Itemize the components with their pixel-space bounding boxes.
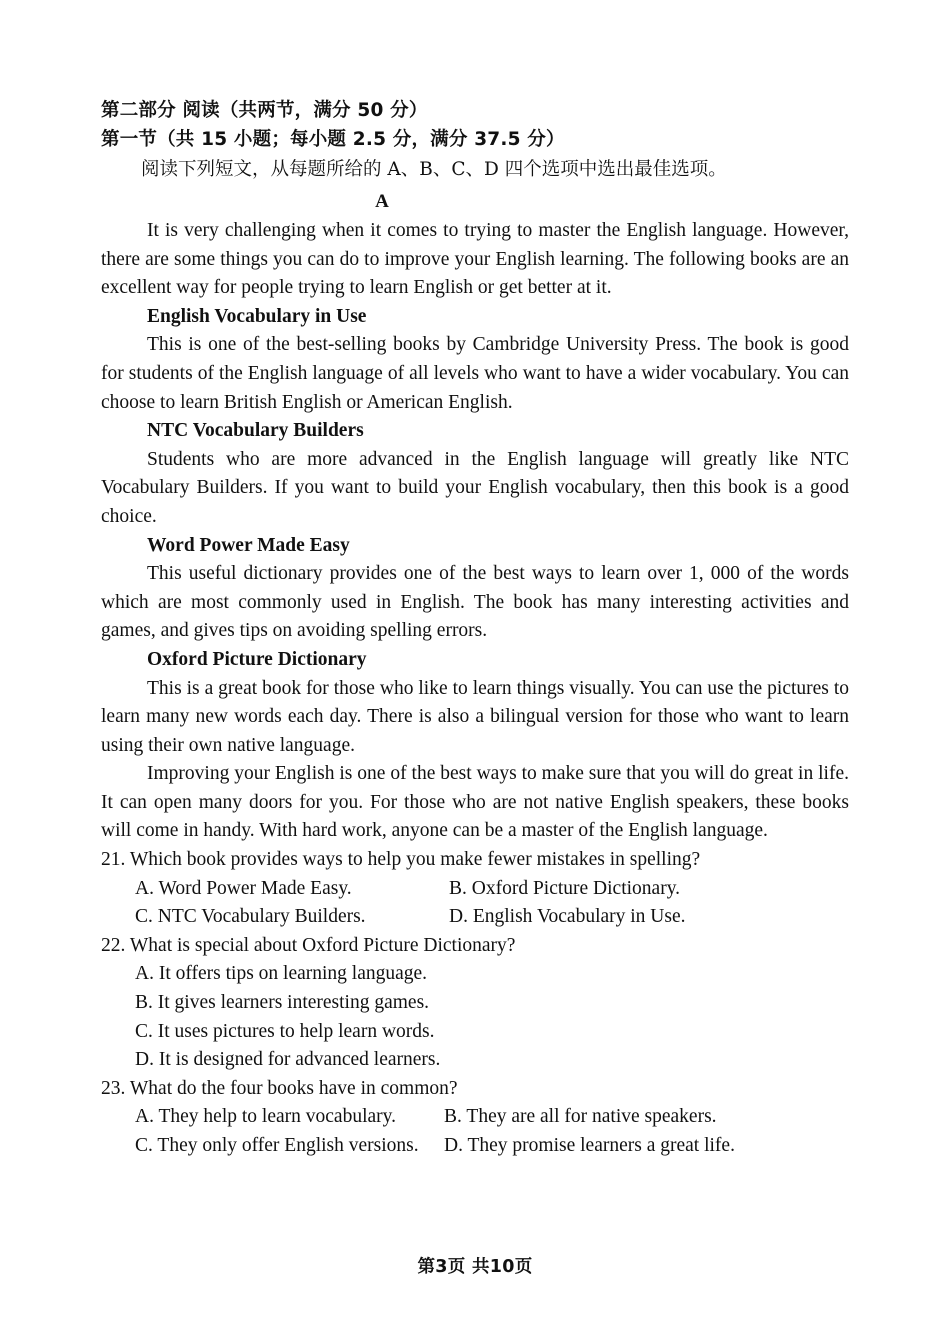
question-23-options-row-2 [101,1132,849,1161]
question-21-option-c[interactable]: C. NTC Vocabulary Builders. [135,906,366,928]
question-23-option-a[interactable]: A. They help to learn vocabulary. [135,1106,396,1128]
question-23-option-c[interactable]: C. They only offer English versions. [135,1135,419,1156]
section-heading: 第一节（共 15 小题；每小题 2.5 分，满分 37.5 分） [101,129,565,150]
book-title-4: Oxford Picture Dictionary [147,648,367,670]
question-21-option-b[interactable]: B. Oxford Picture Dictionary. [449,877,681,899]
page-footer [0,1253,950,1278]
page-number-marker: 第3页 共10页 [417,1257,533,1277]
book-title-3: Word Power Made Easy [147,534,350,556]
part-heading: 第二部分 阅读（共两节，满分 50 分） [101,100,428,121]
question-22-stem: 22. What is special about Oxford Picture Dictionary? [101,934,516,956]
page-content [101,96,849,1161]
question-21-options-row-1 [101,875,849,904]
book-title-1: English Vocabulary in Use [147,305,367,327]
question-21-options-row-2 [101,903,849,932]
question-22-option-b[interactable]: B. It gives learners interesting games. [135,992,430,1014]
book-body-2: Students who are more advanced in the English language will greatly like NTC Vocabulary Builders. If you want to build your English vocabulary, then this book is a good choice. [101,448,849,527]
question-22-option-d[interactable]: D. It is designed for advanced learners. [135,1049,441,1071]
question-21-stem: 21. Which book provides ways to help you make fewer mistakes in spelling? [101,849,701,871]
question-22-option-a[interactable]: A. It offers tips on learning language. [135,963,428,985]
question-22 [101,932,849,1075]
question-23-option-b[interactable]: B. They are all for native speakers. [444,1106,717,1128]
question-23 [101,1075,849,1161]
passage-conclusion-paragraph: Improving your English is one of the best ways to make sure that you will do great in life. It can open many doors for you. For those who are not native English speakers, these books will come in handy. With hard work, anyone can be a master of the English language. [101,763,849,842]
question-21-option-d[interactable]: D. English Vocabulary in Use. [449,906,686,928]
question-23-options-row-1 [101,1103,849,1132]
question-21-option-a[interactable]: A. Word Power Made Easy. [135,877,352,899]
passage-intro-paragraph: It is very challenging when it comes to trying to master the English language. However, there are some things you can do to improve your English learning. The following books are an excellent way for people trying to learn English or get better at it. [101,220,849,299]
book-body-1: This is one of the best-selling books by Cambridge University Press. The book is good for students of the English language of all levels who want to have a wider vocabulary. You can choose to learn British English or American English. [101,334,849,413]
question-21 [101,846,849,932]
section-instruction: 阅读下列短文，从每题所给的 A、B、C、D 四个选项中选出最佳选项。 [141,159,727,180]
book-title-2: NTC Vocabulary Builders [147,420,364,442]
question-23-option-d[interactable]: D. They promise learners a great life. [444,1135,735,1156]
passage-letter: A [375,191,389,212]
book-body-4: This is a great book for those who like to learn things visually. You can use the pictures to learn many new words each day. There is also a bilingual version for those who want to learn using their own native language. [101,677,849,756]
book-body-3: This useful dictionary provides one of the best ways to learn over 1, 000 of the words which are most commonly used in English. The book has many interesting activities and games, and gives tips on avoiding spelling errors. [101,563,849,642]
question-23-stem: 23. What do the four books have in common? [101,1077,458,1099]
question-22-option-c[interactable]: C. It uses pictures to help learn words. [135,1020,435,1042]
